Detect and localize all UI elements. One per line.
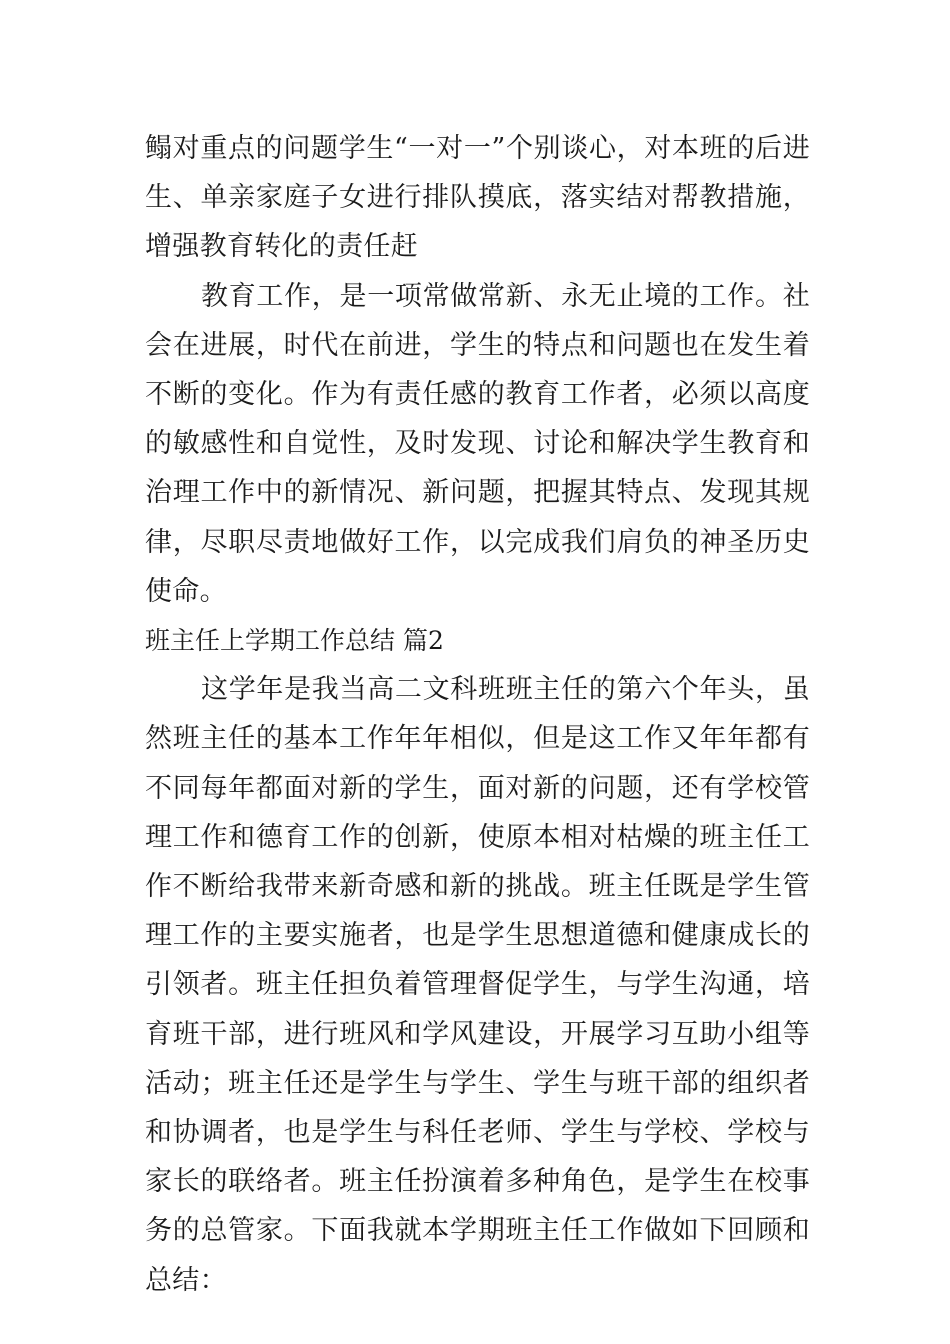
document-body <box>145 124 810 1305</box>
section-heading: 班主任上学期工作总结 篇2 <box>145 626 444 656</box>
paragraph-continued: 鳎对重点的问题学生“一对一”个别谈心，对本班的后进生、单亲家庭子女进行排队摸底，落实结对帮教措施，增强教育转化的责任赶 <box>145 133 810 263</box>
paragraph-section-intro: 这学年是我当高二文科班班主任的第六个年头，虽然班主任的基本工作年年相似，但是这工作又年年都有不同每年都面对新的学生，面对新的问题，还有学校管理工作和德育工作的创新，使原本相对枯燥的班主任工作不断给我带来新奇感和新的挑战。班主任既是学生管理工作的主要实施者，也是学生思想道德和健康成长的引领者。班主任担负着管理督促学生，与学生沟通，培育班干部，进行班风和学风建设，开展学习互助小组等活动；班主任还是学生与学生、学生与班干部的组织者和协调者，也是学生与科任老师、学生与学校、学校与家长的联络者。班主任扮演着多种角色，是学生在校事务的总管家。下面我就本学期班主任工作做如下回顾和总结： <box>145 674 810 1296</box>
paragraph-education-work: 教育工作，是一项常做常新、永无止境的工作。社会在进展，时代在前进，学生的特点和问题也在发生着不断的变化。作为有责任感的教育工作者，必须以高度的敏感性和自觉性，及时发现、讨论和解决学生教育和治理工作中的新情况、新问题，把握其特点、发现其规律，尽职尽责地做好工作，以完成我们肩负的神圣历史使命。 <box>145 280 810 607</box>
